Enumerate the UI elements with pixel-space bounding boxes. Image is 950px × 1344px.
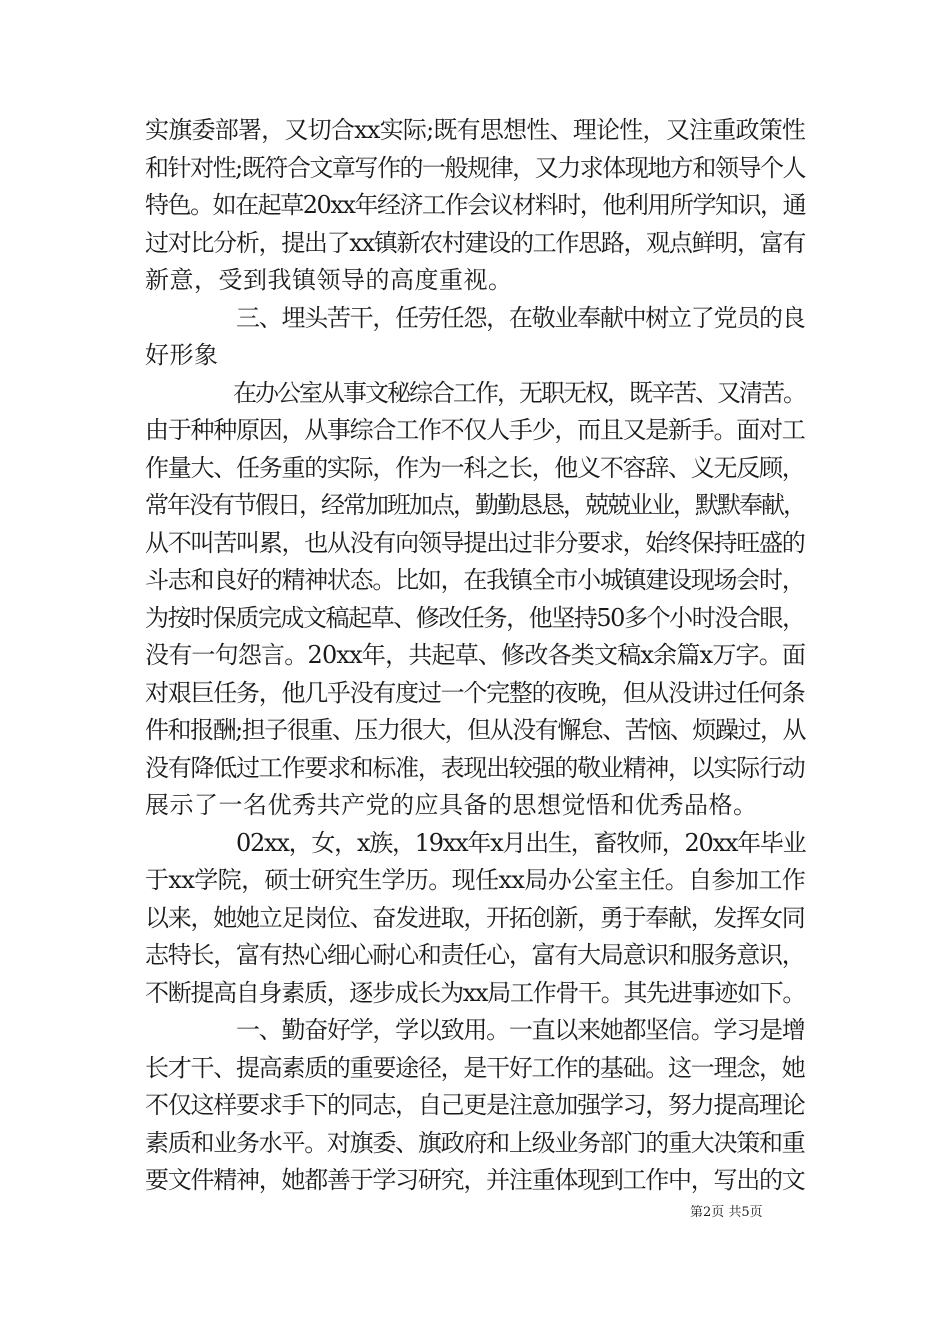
page-number-footer: 第2页 共5页 xyxy=(690,1205,763,1220)
section-heading: 三、埋头苦干，任劳任怨，在敬业奉献中树立了党员的良 xyxy=(145,304,805,332)
text-line: 对艰巨任务，他几乎没有度过一个完整的夜晚，但从没讲过任何条 xyxy=(145,679,805,707)
text-line: 为按时保质完成文稿起草、修改任务，他坚持50多个小时没合眼， xyxy=(145,604,805,632)
text-line: 由于种种原因，从事综合工作不仅人手少，而且又是新手。面对工 xyxy=(145,416,805,444)
text-line: 长才干、提高素质的重要途径，是干好工作的基础。这一理念，她 xyxy=(145,1054,805,1082)
text-line: 过对比分析，提出了xx镇新农村建设的工作思路，观点鲜明，富有 xyxy=(145,229,806,257)
text-line: 志特长，富有热心细心耐心和责任心，富有大局意识和服务意识， xyxy=(145,941,805,969)
text-line: 于xx学院，硕士研究生学历。现任xx局办公室主任。自参加工作 xyxy=(145,866,806,894)
text-line: 作量大、任务重的实际，作为一科之长，他义不容辞、义无反顾， xyxy=(145,454,805,482)
text-line: 没有一句怨言。20xx年，共起草、修改各类文稿x余篇x万字。面 xyxy=(145,641,806,669)
text-line: 不仅这样要求手下的同志，自己更是注意加强学习，努力提高理论 xyxy=(145,1091,805,1119)
section-heading: 好形象 xyxy=(145,341,219,369)
text-line: 件和报酬;担子很重、压力很大，但从没有懈怠、苦恼、烦躁过，从 xyxy=(145,716,806,744)
text-line: 展示了一名优秀共产党的应具备的思想觉悟和优秀品格。 xyxy=(145,791,758,819)
text-line: 特色。如在起草20xx年经济工作会议材料时，他利用所学知识，通 xyxy=(145,191,806,219)
text-line: 新意，受到我镇领导的高度重视。 xyxy=(145,266,513,294)
text-line: 实旗委部署，又切合xx实际;既有思想性、理论性，又注重政策性 xyxy=(145,116,806,144)
section-heading: 一、勤奋好学，学以致用。一直以来她都坚信。学习是增 xyxy=(145,1016,805,1044)
text-line: 从不叫苦叫累，也从没有向领导提出过非分要求，始终保持旺盛的 xyxy=(145,529,805,557)
text-line: 和针对性;既符合文章写作的一般规律，又力求体现地方和领导个人 xyxy=(145,154,806,182)
text-line: 以来，她她立足岗位、奋发进取，开拓创新，勇于奉献，发挥女同 xyxy=(145,904,805,932)
text-line: 素质和业务水平。对旗委、旗政府和上级业务部门的重大决策和重 xyxy=(145,1129,805,1157)
text-line: 常年没有节假日，经常加班加点，勤勤恳恳，兢兢业业，默默奉献， xyxy=(145,491,805,519)
text-line: 02xx，女，x族，19xx年x月出生，畜牧师，20xx年毕业 xyxy=(145,829,806,857)
text-line: 在办公室从事文秘综合工作，无职无权，既辛苦、又清苦。 xyxy=(145,379,805,407)
text-line: 斗志和良好的精神状态。比如，在我镇全市小城镇建设现场会时， xyxy=(145,566,805,594)
text-line: 要文件精神，她都善于学习研究，并注重体现到工作中，写出的文 xyxy=(145,1166,805,1194)
text-line: 没有降低过工作要求和标准，表现出较强的敬业精神，以实际行动 xyxy=(145,754,805,782)
text-line: 不断提高自身素质，逐步成长为xx局工作骨干。其先进事迹如下。 xyxy=(145,979,806,1007)
